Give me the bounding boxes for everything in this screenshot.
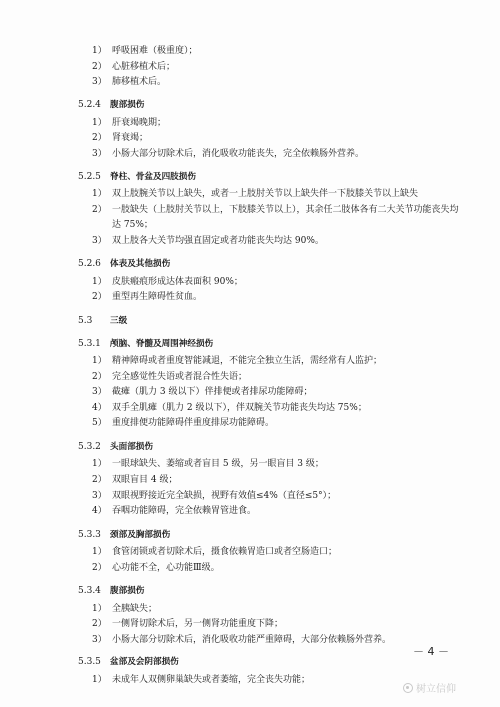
- item-number: 3）: [92, 387, 107, 397]
- list-item: [0, 60, 500, 74]
- item-number: 2）: [92, 62, 107, 72]
- section-heading: [0, 98, 500, 112]
- item-text: 截瘫（肌力 3 级以下）伴排便或者排尿功能障碍；: [112, 387, 313, 397]
- list-item-continuation: [0, 218, 500, 232]
- item-text: 肾衰竭；: [112, 133, 149, 143]
- item-text: 心功能不全，心功能Ⅲ级。: [112, 563, 220, 573]
- item-text: 重型再生障碍性贫血。: [112, 292, 203, 302]
- list-item: [0, 370, 500, 384]
- section-title: 三级: [110, 316, 128, 326]
- item-text: 小肠大部分切除术后，消化吸收功能丧失，完全依赖肠外营养。: [112, 149, 365, 159]
- section-heading: [0, 528, 500, 542]
- section-number: 5.3.5: [78, 657, 101, 667]
- section-number: 5.3.1: [78, 339, 101, 349]
- list-item: [0, 116, 500, 130]
- section-heading: [0, 337, 500, 351]
- list-item: [0, 275, 500, 289]
- item-number: 2）: [92, 563, 107, 573]
- item-text: 吞咽功能障碍，完全依赖胃管进食。: [112, 506, 257, 516]
- item-text: 完全感觉性失语或者混合性失语；: [112, 372, 248, 382]
- item-number: 1）: [92, 277, 107, 287]
- item-text: 未成年人双侧卵巢缺失或者萎缩，完全丧失功能；: [112, 675, 311, 685]
- item-number: 1）: [92, 604, 107, 614]
- watermark-text: 树立信仰: [416, 684, 456, 695]
- item-number: 1）: [92, 675, 107, 685]
- section-title: 脊柱、骨盆及四肢损伤: [110, 172, 196, 182]
- item-text: 肺移植术后。: [112, 77, 167, 87]
- section-number: 5.2.5: [78, 172, 101, 182]
- item-number: 2）: [92, 619, 107, 629]
- circle-logo-icon: [403, 683, 413, 693]
- item-text: 全胰缺失；: [112, 604, 158, 614]
- section-title: 盆部及会阴部损伤: [110, 657, 179, 667]
- item-number: 1）: [92, 459, 107, 469]
- item-text: 小肠大部分切除术后，消化吸收功能严重障碍，大部分依赖肠外营养。: [112, 635, 392, 645]
- list-item: [0, 75, 500, 89]
- section-title: 颅脑、脊髓及周围神经损伤: [110, 339, 214, 349]
- item-text: 精神障碍或者重度智能减退，不能完全独立生活，需经常有人监护；: [112, 356, 383, 366]
- section-title: 头面部损伤: [110, 442, 153, 452]
- list-item: [0, 457, 500, 471]
- list-item: [0, 131, 500, 145]
- item-number: 3）: [92, 149, 107, 159]
- section-number: 5.3.4: [78, 586, 101, 596]
- item-number: 1）: [92, 356, 107, 366]
- item-text: 重度排便功能障碍伴重度排尿功能障碍。: [112, 418, 275, 428]
- item-number: 4）: [92, 506, 107, 516]
- list-item: [0, 401, 500, 415]
- item-number: 2）: [92, 133, 107, 143]
- item-number: 2）: [92, 205, 107, 215]
- page-number: － 4 －: [413, 645, 449, 658]
- section-number: 5.3.2: [78, 442, 101, 452]
- section-title: 体表及其他损伤: [110, 259, 171, 269]
- section-title: 腹部损伤: [110, 586, 145, 596]
- list-item: [0, 203, 500, 217]
- list-item: [0, 561, 500, 575]
- section-heading: [0, 314, 500, 328]
- item-text: 双眼盲目 4 级；: [112, 475, 178, 485]
- list-item: [0, 290, 500, 304]
- item-text: 一肢缺失（上肢肘关节以上，下肢膝关节以上），其余任二肢体各有二大关节功能丧失均: [112, 205, 459, 215]
- list-item: [0, 147, 500, 161]
- item-number: 2）: [92, 292, 107, 302]
- list-item: [0, 545, 500, 559]
- section-number: 5.2.6: [78, 259, 101, 269]
- section-heading: [0, 440, 500, 454]
- list-item: [0, 385, 500, 399]
- item-text: 双眼视野接近完全缺损，视野有效值≤4%（直径≤5°）；: [112, 491, 337, 501]
- section-number: 5.2.4: [78, 100, 101, 110]
- section-heading: [0, 170, 500, 184]
- list-item: [0, 354, 500, 368]
- item-number: 3）: [92, 491, 107, 501]
- section-number: 5.3: [78, 316, 93, 326]
- item-number: 1）: [92, 189, 107, 199]
- list-item: [0, 44, 500, 58]
- item-text: 一眼球缺失、萎缩或者盲目 5 级，另一眼盲目 3 级；: [112, 459, 324, 469]
- list-item: [0, 504, 500, 518]
- item-text: 达 75%；: [112, 220, 153, 230]
- section-heading: [0, 257, 500, 271]
- list-item: [0, 489, 500, 503]
- item-number: 2）: [92, 475, 107, 485]
- item-number: 4）: [92, 403, 107, 413]
- section-heading: [0, 584, 500, 598]
- item-number: 3）: [92, 236, 107, 246]
- item-number: 1）: [92, 547, 107, 557]
- item-text: 双上肢各大关节均强直固定或者功能丧失均达 90%。: [112, 236, 324, 246]
- list-item: [0, 473, 500, 487]
- section-title: 颈部及胸部损伤: [110, 530, 171, 540]
- list-item: [0, 602, 500, 616]
- watermark: [403, 680, 456, 695]
- item-text: 呼吸困难（极重度）；: [112, 46, 198, 56]
- list-item: [0, 416, 500, 430]
- list-item: [0, 187, 500, 201]
- item-text: 心脏移植术后；: [112, 62, 176, 72]
- section-number: 5.3.3: [78, 530, 101, 540]
- item-text: 肝衰竭晚期；: [112, 118, 167, 128]
- list-item: [0, 234, 500, 248]
- item-text: 双手全肌瘫（肌力 2 级以下），伴双腕关节功能丧失均达 75%；: [112, 403, 367, 413]
- item-number: 5）: [92, 418, 107, 428]
- item-text: 一侧肾切除术后，另一侧肾功能重度下降；: [112, 619, 284, 629]
- item-number: 1）: [92, 46, 107, 56]
- section-title: 腹部损伤: [110, 100, 145, 110]
- item-number: 2）: [92, 372, 107, 382]
- list-item: [0, 617, 500, 631]
- item-text: 双上肢腕关节以上缺失，或者一上肢肘关节以上缺失伴一下肢膝关节以上缺失: [112, 189, 419, 199]
- item-text: 食管闭锁或者切除术后，摄食依赖胃造口或者空肠造口；: [112, 547, 338, 557]
- item-text: 皮肤瘢痕形成达体表面积 90%；: [112, 277, 243, 287]
- item-number: 3）: [92, 77, 107, 87]
- item-number: 3）: [92, 635, 107, 645]
- item-number: 1）: [92, 118, 107, 128]
